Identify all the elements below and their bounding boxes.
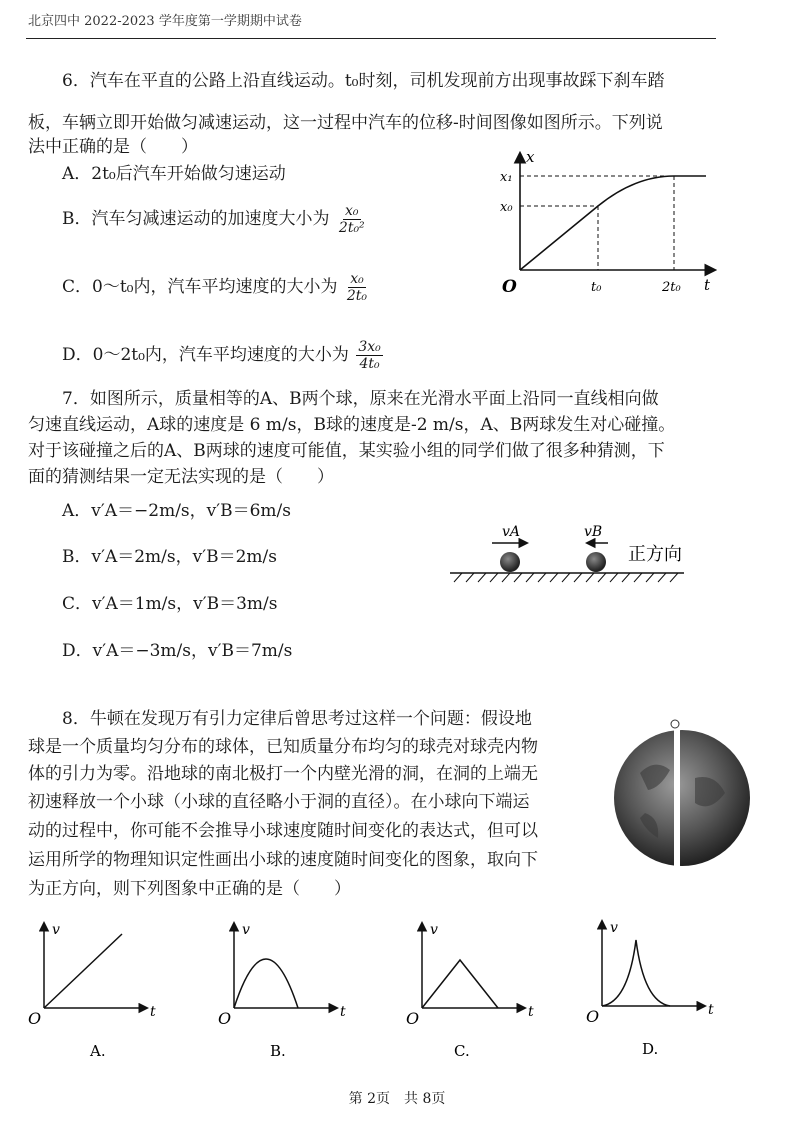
- graph-c-v-label: v: [430, 922, 438, 938]
- 2t0-label: 2t₀: [662, 280, 681, 295]
- ball-a: [500, 552, 520, 572]
- q6-option-c-text: C．0～t₀内，汽车平均速度的大小为: [62, 277, 338, 297]
- q8-vt-graphs: [22, 918, 742, 1068]
- page-footer: 第 2页 共 8页: [348, 1091, 446, 1107]
- fraction-denominator: 2t₀: [346, 288, 368, 304]
- positive-direction-label: 正方向: [628, 544, 682, 565]
- q7-stem-line2: 匀速直线运动，A球的速度是 6 m/s，B球的速度是-2 m/s，A、B两球发生对心碰撞。: [28, 415, 676, 435]
- t0-label: t₀: [591, 280, 602, 295]
- graph-c: [406, 922, 534, 1060]
- graph-a-line: [44, 934, 122, 1008]
- q7-option-c: C．v′A＝1m/s，v′B＝3m/s: [62, 594, 278, 614]
- q6-xt-graph: [490, 148, 730, 298]
- header-divider: [26, 38, 716, 39]
- graph-b-t-label: t: [340, 1004, 346, 1020]
- vb-label: vB: [584, 524, 603, 540]
- graph-d-t-label: t: [708, 1002, 714, 1018]
- graph-b-origin: O: [218, 1009, 232, 1028]
- ground-hatch: [454, 573, 678, 582]
- ball-b: [586, 552, 606, 572]
- pole-tunnel: [674, 728, 680, 868]
- graph-b-label: B.: [270, 1042, 286, 1060]
- graph-d-v-label: v: [610, 920, 618, 936]
- q6-option-d-text: D．0～2t₀内，汽车平均速度的大小为: [62, 345, 349, 365]
- va-label: vA: [502, 524, 521, 540]
- q7-option-a: A．v′A＝−2m/s，v′B＝6m/s: [62, 501, 291, 521]
- q7-option-d: D．v′A＝−3m/s，v′B＝7m/s: [62, 641, 293, 661]
- graph-a-v-label: v: [52, 922, 60, 938]
- earth-sphere: [614, 730, 750, 866]
- q6-option-c-fraction: [345, 272, 369, 303]
- exam-header: 北京四中 2022-2023 学年度第一学期期中试卷: [28, 14, 302, 29]
- q6-option-b-fraction: [337, 204, 367, 235]
- x1-label: x₁: [500, 170, 513, 185]
- graph-b: [218, 922, 346, 1060]
- origin-label: O: [502, 277, 517, 297]
- graph-c-t-label: t: [528, 1004, 534, 1020]
- q6-option-d: [62, 340, 383, 371]
- graph-d-label: D.: [642, 1040, 659, 1058]
- small-ball: [671, 720, 679, 728]
- fraction-numerator: 3x₀: [358, 339, 381, 355]
- fraction-denominator: 4t₀: [359, 356, 380, 372]
- graph-c-line: [422, 960, 498, 1008]
- q8-stem-line7: 为正方向，则下列图象中正确的是（ ）: [28, 879, 351, 899]
- q8-stem-line4: 初速释放一个小球（小球的直径略小于洞的直径）。在小球向下端运: [28, 792, 530, 812]
- q6-stem-line1: 6．汽车在平直的公路上沿直线运动。t₀时刻，司机发现前方出现事故踩下刹车踏: [62, 71, 665, 91]
- graph-a: [28, 922, 156, 1060]
- graph-d-curve: [602, 940, 670, 1006]
- graph-c-label: C.: [454, 1042, 470, 1060]
- q8-stem-line3: 体的引力为零。沿地球的南北极打一个内壁光滑的洞，在洞的上端无: [28, 764, 538, 784]
- q7-stem-line1: 7．如图所示，质量相等的A、B两个球，原来在光滑水平面上沿同一直线相向做: [62, 389, 659, 409]
- q8-stem-line1: 8．牛顿在发现万有引力定律后曾思考过这样一个问题：假设地: [62, 709, 532, 729]
- fraction-denominator: 2t₀²: [338, 220, 365, 236]
- graph-c-origin: O: [406, 1009, 420, 1028]
- earth-cutaway-image: [600, 718, 766, 868]
- graph-a-origin: O: [28, 1009, 42, 1028]
- x0-label: x₀: [500, 200, 513, 215]
- q6-option-a: A．2t₀后汽车开始做匀速运动: [62, 164, 286, 184]
- graph-a-t-label: t: [150, 1004, 156, 1020]
- q6-option-c: [62, 272, 369, 303]
- fraction-numerator: x₀: [345, 203, 359, 219]
- graph-a-label: A.: [90, 1042, 106, 1060]
- q6-stem-line2: 板，车辆立即开始做匀减速运动，这一过程中汽车的位移-时间图像如图所示。下列说: [28, 113, 663, 133]
- graph-d-origin: O: [586, 1007, 600, 1026]
- q7-stem-line3: 对于该碰撞之后的A、B两球的速度可能值，某实验小组的同学们做了很多种猜测，下: [28, 441, 665, 461]
- t-axis-label: t: [704, 276, 711, 294]
- q8-stem-line6: 运用所学的物理知识定性画出小球的速度随时间变化的图象，取向下: [28, 850, 538, 870]
- q7-stem-line4: 面的猜测结果一定无法实现的是（ ）: [28, 467, 334, 487]
- graph-d: [586, 920, 714, 1058]
- q6-option-b-text: B．汽车匀减速运动的加速度大小为: [62, 209, 330, 229]
- q7-option-b: B．v′A＝2m/s，v′B＝2m/s: [62, 547, 277, 567]
- q6-stem-line3: 法中正确的是（ ）: [28, 137, 198, 157]
- q8-stem-line2: 球是一个质量均匀分布的球体，已知质量分布均匀的球壳对球壳内物: [28, 737, 538, 757]
- xt-curve: [520, 176, 706, 270]
- q7-collision-figure: [448, 516, 718, 586]
- x-axis-label: x: [526, 148, 535, 166]
- graph-b-v-label: v: [242, 922, 250, 938]
- fraction-numerator: x₀: [350, 271, 364, 287]
- q8-stem-line5: 动的过程中，你可能不会推导小球速度随时间变化的表达式，但可以: [28, 821, 538, 841]
- q6-option-d-fraction: [356, 340, 382, 371]
- q6-option-b: [62, 204, 367, 235]
- graph-b-curve: [234, 959, 298, 1008]
